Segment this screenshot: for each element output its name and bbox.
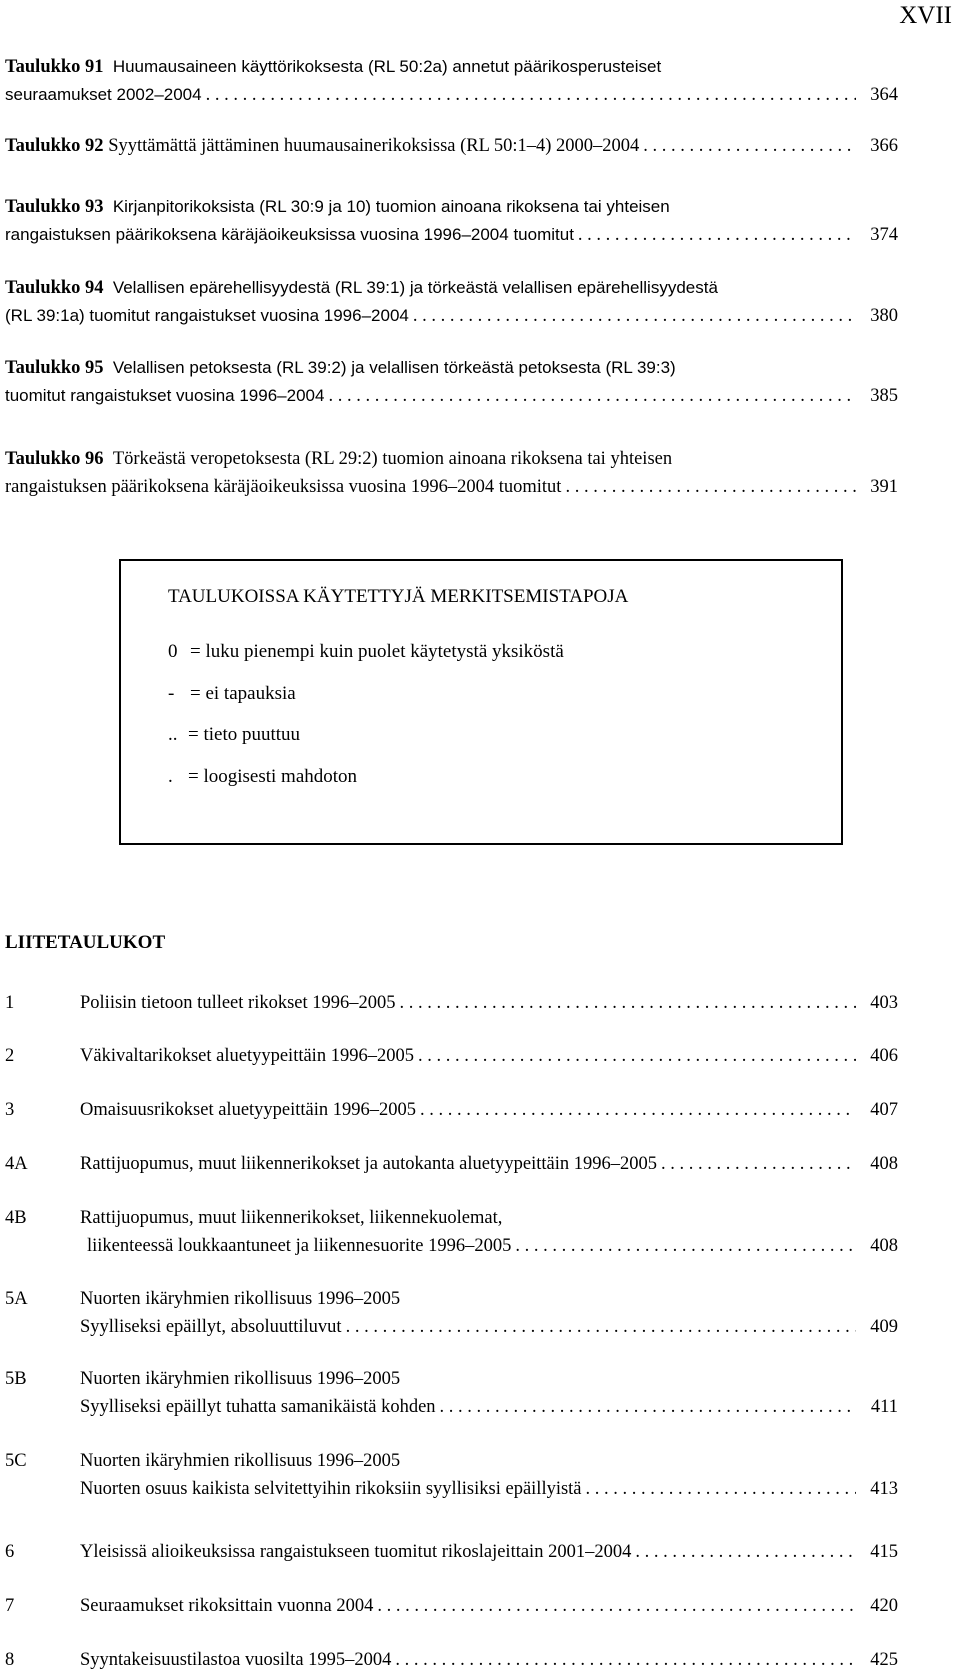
page-ref: 408 xyxy=(870,1154,898,1174)
page-ref: 374 xyxy=(870,225,898,245)
legend-symbol: - xyxy=(168,683,175,704)
table-label: Taulukko 95 xyxy=(5,358,104,378)
appendix-title-line: Yleisissä alioikeuksissa rangaistukseen tuomitut rikoslajeittain 2001–2004 xyxy=(80,1542,632,1562)
dot-leader xyxy=(586,1475,856,1503)
dot-leader xyxy=(413,302,856,330)
dot-leader xyxy=(643,132,856,160)
table-label: Taulukko 92 xyxy=(5,136,104,156)
table-title-line: (RL 39:1a) tuomitut rangaistukset vuosina 1996–2004 xyxy=(5,306,409,325)
table-title-line: rangaistuksen päärikoksena käräjäoikeuksissa vuosina 1996–2004 tuomitut xyxy=(5,225,574,244)
dot-leader xyxy=(565,473,856,501)
legend-text: = ei tapauksia xyxy=(190,683,296,704)
appendix-heading: LIITETAULUKOT xyxy=(5,932,166,953)
dot-leader xyxy=(328,382,856,410)
page-ref: 411 xyxy=(870,1397,898,1417)
table-title-line: seuraamukset 2002–2004 xyxy=(5,85,202,104)
table-title-line: Huumausaineen käyttörikoksesta (RL 50:2a) annetut päärikosperusteiset xyxy=(112,57,662,76)
dot-leader xyxy=(346,1313,856,1341)
appendix-title-line: Rattijuopumus, muut liikennerikokset ja autokanta aluetyypeittäin 1996–2005 xyxy=(80,1154,657,1174)
appendix-title-line: Väkivaltarikokset aluetyypeittäin 1996–2005 xyxy=(80,1046,414,1066)
appendix-title-line: liikenteessä loukkaantuneet ja liikennesuorite 1996–2005 xyxy=(87,1236,512,1256)
page-ref: 408 xyxy=(870,1236,898,1256)
legend-item xyxy=(168,766,357,788)
legend-symbol: 0 xyxy=(168,641,178,662)
appendix-number: 3 xyxy=(5,1100,15,1120)
page-ref: 413 xyxy=(870,1479,898,1499)
appendix-number: 4B xyxy=(5,1208,27,1228)
legend-item xyxy=(168,724,300,746)
dot-leader xyxy=(206,81,856,109)
page-number: XVII xyxy=(899,2,952,29)
page-ref: 366 xyxy=(870,136,898,156)
appendix-title-line: Syyntakeisuustilastoa vuosilta 1995–2004 xyxy=(80,1650,392,1670)
dot-leader xyxy=(400,989,856,1017)
page-ref: 407 xyxy=(870,1100,898,1120)
page-ref: 420 xyxy=(870,1596,898,1616)
dot-leader xyxy=(418,1042,856,1070)
appendix-number: 5C xyxy=(5,1451,27,1471)
appendix-number: 1 xyxy=(5,993,15,1013)
page-ref: 425 xyxy=(870,1650,898,1670)
toc-entry-table-94[interactable] xyxy=(5,274,898,330)
appendix-number: 6 xyxy=(5,1542,15,1562)
page-ref: 406 xyxy=(870,1046,898,1066)
appendix-number: 5A xyxy=(5,1289,28,1309)
appendix-number: 4A xyxy=(5,1154,28,1174)
legend-item xyxy=(168,641,564,663)
legend-title: TAULUKOISSA KÄYTETTYJÄ MERKITSEMISTAPOJA xyxy=(168,586,629,607)
page-ref: 415 xyxy=(870,1542,898,1562)
page-ref: 385 xyxy=(870,386,898,406)
dot-leader xyxy=(420,1096,856,1124)
appendix-title-line: Seuraamukset rikoksittain vuonna 2004 xyxy=(80,1596,374,1616)
appendix-title-line: Syylliseksi epäillyt, absoluuttiluvut xyxy=(80,1317,342,1337)
table-label: Taulukko 91 xyxy=(5,57,104,77)
appendix-title-line: Rattijuopumus, muut liikennerikokset, liikennekuolemat, xyxy=(80,1208,503,1228)
toc-entry-table-93[interactable] xyxy=(5,193,898,249)
appendix-number: 8 xyxy=(5,1650,15,1670)
dot-leader xyxy=(395,1646,856,1674)
dot-leader xyxy=(635,1538,856,1566)
appendix-title-line: Omaisuusrikokset aluetyypeittäin 1996–2005 xyxy=(80,1100,417,1120)
table-label: Taulukko 93 xyxy=(5,197,104,217)
dot-leader xyxy=(515,1232,856,1260)
legend-text: = tieto puuttuu xyxy=(188,724,301,745)
table-title-line: rangaistuksen päärikoksena käräjäoikeuksissa vuosina 1996–2004 tuomitut xyxy=(5,477,562,497)
page-ref: 409 xyxy=(870,1317,898,1337)
table-title-line: Syyttämättä jättäminen huumausainerikoksissa (RL 50:1–4) 2000–2004 xyxy=(108,136,640,156)
notation-legend-box xyxy=(119,559,843,845)
table-title-line: Velallisen petoksesta (RL 39:2) ja velallisen törkeästä petoksesta (RL 39:3) xyxy=(112,358,676,377)
dot-leader xyxy=(377,1592,856,1620)
dot-leader xyxy=(440,1393,856,1421)
table-title-line: Kirjanpitorikoksista (RL 30:9 ja 10) tuomion ainoana rikoksena tai yhteisen xyxy=(112,197,670,216)
legend-symbol: . xyxy=(168,766,173,787)
legend-text: = loogisesti mahdoton xyxy=(188,766,358,787)
legend-symbol: .. xyxy=(168,724,178,745)
table-title-line: Törkeästä veropetoksesta (RL 29:2) tuomion ainoana rikoksena tai yhteisen xyxy=(112,449,673,469)
appendix-title-line: Nuorten ikäryhmien rikollisuus 1996–2005 xyxy=(80,1451,401,1471)
page-ref: 391 xyxy=(870,477,898,497)
appendix-title-line: Syylliseksi epäillyt tuhatta samanikäistä kohden xyxy=(80,1397,436,1417)
toc-entry-table-92[interactable] xyxy=(5,132,898,160)
page-ref: 380 xyxy=(870,306,898,326)
toc-entry-table-95[interactable] xyxy=(5,354,898,410)
toc-entry-table-96[interactable] xyxy=(5,445,898,501)
appendix-number: 2 xyxy=(5,1046,15,1066)
appendix-title-line: Poliisin tietoon tulleet rikokset 1996–2005 xyxy=(80,993,396,1013)
toc-entry-table-91[interactable] xyxy=(5,53,898,109)
table-title-line: tuomitut rangaistukset vuosina 1996–2004 xyxy=(5,386,325,405)
page-ref: 403 xyxy=(870,993,898,1013)
appendix-title-line: Nuorten osuus kaikista selvitettyihin rikoksiin syyllisiksi epäillyistä xyxy=(80,1479,582,1499)
appendix-number: 7 xyxy=(5,1596,15,1616)
appendix-title-line: Nuorten ikäryhmien rikollisuus 1996–2005 xyxy=(80,1289,401,1309)
legend-item xyxy=(168,683,296,705)
legend-text: = luku pienempi kuin puolet käytetystä yksiköstä xyxy=(190,641,564,662)
table-label: Taulukko 94 xyxy=(5,278,104,298)
table-title-line: Velallisen epärehellisyydestä (RL 39:1) ja törkeästä velallisen epärehellisyydestä xyxy=(112,278,718,297)
page-ref: 364 xyxy=(870,85,898,105)
dot-leader xyxy=(578,221,856,249)
table-label: Taulukko 96 xyxy=(5,449,104,469)
dot-leader xyxy=(661,1150,856,1178)
appendix-number: 5B xyxy=(5,1369,27,1389)
appendix-title-line: Nuorten ikäryhmien rikollisuus 1996–2005 xyxy=(80,1369,401,1389)
